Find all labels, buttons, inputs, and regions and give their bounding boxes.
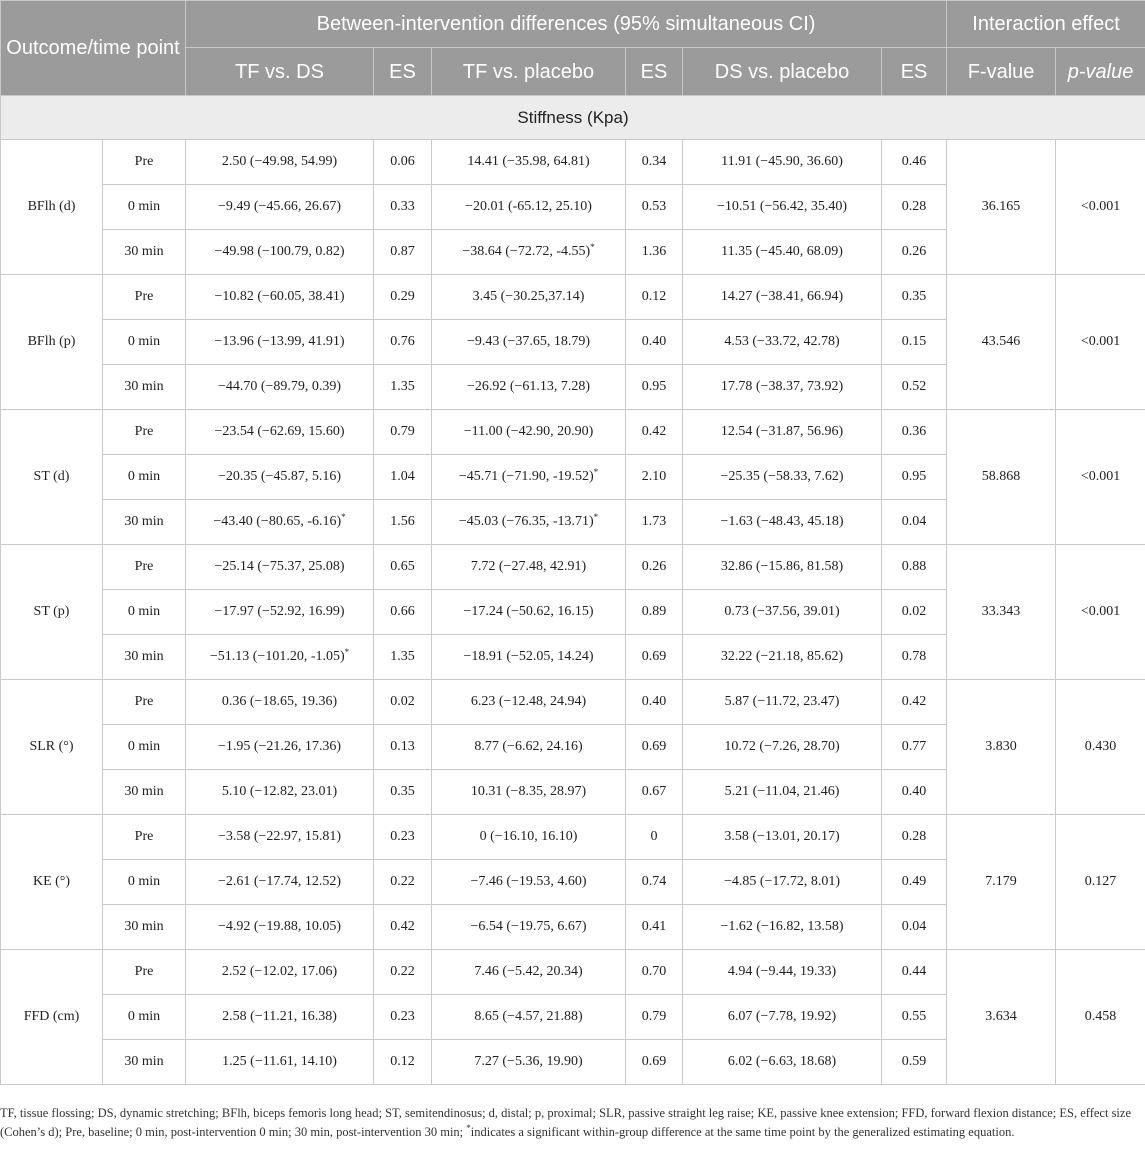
time-point-cell: Pre [103, 140, 186, 185]
es-cell: 0.95 [882, 455, 947, 500]
tf-vs-placebo-cell: −45.71 (−71.90, -19.52)* [432, 455, 626, 500]
tf-vs-ds-cell: −17.97 (−52.92, 16.99) [186, 590, 374, 635]
tf-vs-ds-cell: −1.95 (−21.26, 17.36) [186, 725, 374, 770]
time-point-cell: Pre [103, 680, 186, 725]
section-row [1, 96, 1145, 140]
es-cell: 0.74 [626, 860, 683, 905]
ds-vs-placebo-cell: 5.21 (−11.04, 21.46) [683, 770, 882, 815]
es-cell: 1.73 [626, 500, 683, 545]
es-cell: 0.12 [374, 1040, 432, 1085]
time-point-cell: 0 min [103, 455, 186, 500]
tf-vs-ds-header: TF vs. DS [186, 48, 374, 96]
table-row [1, 140, 1145, 185]
es-cell: 0.59 [882, 1040, 947, 1085]
es-cell: 0.77 [882, 725, 947, 770]
es-cell: 0.06 [374, 140, 432, 185]
time-point-cell: 30 min [103, 635, 186, 680]
table-body [1, 96, 1145, 1085]
tf-vs-ds-cell: −49.98 (−100.79, 0.82) [186, 230, 374, 275]
time-point-cell: 0 min [103, 860, 186, 905]
tf-vs-ds-cell: −2.61 (−17.74, 12.52) [186, 860, 374, 905]
tf-vs-ds-cell: −44.70 (−89.79, 0.39) [186, 365, 374, 410]
tf-vs-placebo-cell: 7.72 (−27.48, 42.91) [432, 545, 626, 590]
outcome-cell: BFlh (p) [1, 275, 103, 410]
es-cell: 0.23 [374, 995, 432, 1040]
es-cell: 0.49 [882, 860, 947, 905]
es-cell: 0.28 [882, 815, 947, 860]
time-point-cell: Pre [103, 950, 186, 995]
es-cell: 0.22 [374, 950, 432, 995]
es-cell: 0.13 [374, 725, 432, 770]
f-value-cell: 33.343 [947, 545, 1056, 680]
tf-vs-placebo-header: TF vs. placebo [432, 48, 626, 96]
es-cell: 0.88 [882, 545, 947, 590]
es-header: ES [374, 48, 432, 96]
tf-vs-placebo-cell: 7.27 (−5.36, 19.90) [432, 1040, 626, 1085]
es-cell: 0.69 [626, 725, 683, 770]
ds-vs-placebo-cell: −4.85 (−17.72, 8.01) [683, 860, 882, 905]
es-cell: 0.34 [626, 140, 683, 185]
tf-vs-ds-cell: 2.50 (−49.98, 54.99) [186, 140, 374, 185]
tf-vs-placebo-cell: 7.46 (−5.42, 20.34) [432, 950, 626, 995]
time-point-cell: 30 min [103, 905, 186, 950]
ds-vs-placebo-cell: 11.35 (−45.40, 68.09) [683, 230, 882, 275]
tf-vs-ds-cell: −25.14 (−75.37, 25.08) [186, 545, 374, 590]
es-cell: 0.65 [374, 545, 432, 590]
es-cell: 0.36 [882, 410, 947, 455]
es-cell: 0.46 [882, 140, 947, 185]
time-point-cell: Pre [103, 410, 186, 455]
es-cell: 0 [626, 815, 683, 860]
footnote-text: TF, tissue flossing; DS, dynamic stretching; BFlh, biceps femoris long head; ST, semitendinosus; d, distal; p, proximal; SLR, passive straight leg raise; KE, passive knee extension; FFD, forward flexion distance; ES, effect size (Cohen’s d); Pre, baseline; 0 min, post-intervention 0 min; 30 min, post-intervention 30 min; *indicates a significant within-group difference at the same time point by the generalized estimating equation. [0, 1106, 1132, 1139]
time-point-cell: Pre [103, 815, 186, 860]
ds-vs-placebo-cell: 10.72 (−7.26, 28.70) [683, 725, 882, 770]
f-value-cell: 36.165 [947, 140, 1056, 275]
ds-vs-placebo-header: DS vs. placebo [683, 48, 882, 96]
ds-vs-placebo-cell: 0.73 (−37.56, 39.01) [683, 590, 882, 635]
time-point-cell: 30 min [103, 500, 186, 545]
es-cell: 0.04 [882, 905, 947, 950]
outcome-cell: ST (d) [1, 410, 103, 545]
tf-vs-placebo-cell: 14.41 (−35.98, 64.81) [432, 140, 626, 185]
interaction-effect-header: Interaction effect [947, 1, 1145, 48]
significance-marker: * [344, 647, 350, 657]
es-cell: 1.56 [374, 500, 432, 545]
es-header: ES [626, 48, 683, 96]
tf-vs-ds-cell: 2.52 (−12.02, 17.06) [186, 950, 374, 995]
es-cell: 0.26 [626, 545, 683, 590]
f-value-header: F-value [947, 48, 1056, 96]
ds-vs-placebo-cell: −1.62 (−16.82, 13.58) [683, 905, 882, 950]
es-cell: 0.42 [882, 680, 947, 725]
ds-vs-placebo-cell: 12.54 (−31.87, 56.96) [683, 410, 882, 455]
es-cell: 0.41 [626, 905, 683, 950]
significance-marker: * [590, 242, 595, 252]
es-cell: 0.12 [626, 275, 683, 320]
ds-vs-placebo-cell: 4.53 (−33.72, 42.78) [683, 320, 882, 365]
ds-vs-placebo-cell: −25.35 (−58.33, 7.62) [683, 455, 882, 500]
es-cell: 0.66 [374, 590, 432, 635]
tf-vs-placebo-cell: −11.00 (−42.90, 20.90) [432, 410, 626, 455]
significance-marker: * [341, 512, 346, 522]
es-cell: 2.10 [626, 455, 683, 500]
tf-vs-ds-cell: −3.58 (−22.97, 15.81) [186, 815, 374, 860]
table-row [1, 410, 1145, 455]
p-value-cell: <0.001 [1056, 140, 1145, 275]
es-cell: 0.26 [882, 230, 947, 275]
tf-vs-placebo-cell: 8.65 (−4.57, 21.88) [432, 995, 626, 1040]
ds-vs-placebo-cell: 3.58 (−13.01, 20.17) [683, 815, 882, 860]
tf-vs-placebo-cell: −9.43 (−37.65, 18.79) [432, 320, 626, 365]
tf-vs-placebo-cell: 10.31 (−8.35, 28.97) [432, 770, 626, 815]
time-point-cell: 0 min [103, 185, 186, 230]
tf-vs-placebo-cell: −6.54 (−19.75, 6.67) [432, 905, 626, 950]
f-value-cell: 3.830 [947, 680, 1056, 815]
ds-vs-placebo-cell: 6.02 (−6.63, 18.68) [683, 1040, 882, 1085]
f-value-cell: 3.634 [947, 950, 1056, 1085]
p-value-cell: <0.001 [1056, 275, 1145, 410]
table-footnote [0, 1104, 1138, 1142]
outcome-cell: SLR (°) [1, 680, 103, 815]
tf-vs-ds-cell: −43.40 (−80.65, -6.16)* [186, 500, 374, 545]
es-cell: 0.40 [882, 770, 947, 815]
f-value-cell: 7.179 [947, 815, 1056, 950]
es-cell: 0.35 [882, 275, 947, 320]
time-point-cell: 30 min [103, 365, 186, 410]
tf-vs-placebo-cell: −45.03 (−76.35, -13.71)* [432, 500, 626, 545]
tf-vs-ds-cell: 2.58 (−11.21, 16.38) [186, 995, 374, 1040]
significance-marker: * [593, 467, 599, 477]
es-cell: 0.44 [882, 950, 947, 995]
es-cell: 0.70 [626, 950, 683, 995]
table-row [1, 815, 1145, 860]
between-intervention-header: Between-intervention differences (95% simultaneous CI) [186, 1, 947, 48]
p-value-cell: <0.001 [1056, 545, 1145, 680]
ds-vs-placebo-cell: 32.86 (−15.86, 81.58) [683, 545, 882, 590]
es-cell: 1.36 [626, 230, 683, 275]
tf-vs-placebo-cell: −7.46 (−19.53, 4.60) [432, 860, 626, 905]
es-cell: 0.33 [374, 185, 432, 230]
ds-vs-placebo-cell: −10.51 (−56.42, 35.40) [683, 185, 882, 230]
tf-vs-placebo-cell: −38.64 (−72.72, -4.55)* [432, 230, 626, 275]
tf-vs-placebo-cell: −20.01 (-65.12, 25.10) [432, 185, 626, 230]
f-value-cell: 43.546 [947, 275, 1056, 410]
es-cell: 0.42 [374, 905, 432, 950]
tf-vs-ds-cell: −10.82 (−60.05, 38.41) [186, 275, 374, 320]
es-cell: 0.02 [882, 590, 947, 635]
time-point-cell: 0 min [103, 590, 186, 635]
es-cell: 0.79 [374, 410, 432, 455]
tf-vs-placebo-cell: 6.23 (−12.48, 24.94) [432, 680, 626, 725]
outcome-cell: FFD (cm) [1, 950, 103, 1085]
es-cell: 1.35 [374, 635, 432, 680]
es-cell: 1.35 [374, 365, 432, 410]
time-point-cell: 0 min [103, 320, 186, 365]
tf-vs-placebo-cell: 8.77 (−6.62, 24.16) [432, 725, 626, 770]
tf-vs-placebo-cell: −17.24 (−50.62, 16.15) [432, 590, 626, 635]
es-cell: 0.79 [626, 995, 683, 1040]
ds-vs-placebo-cell: −1.63 (−48.43, 45.18) [683, 500, 882, 545]
tf-vs-ds-cell: 1.25 (−11.61, 14.10) [186, 1040, 374, 1085]
es-cell: 0.78 [882, 635, 947, 680]
section-label: Stiffness (Kpa) [1, 96, 1145, 140]
ds-vs-placebo-cell: 14.27 (−38.41, 66.94) [683, 275, 882, 320]
time-point-cell: 0 min [103, 725, 186, 770]
p-value-cell: 0.127 [1056, 815, 1145, 950]
ds-vs-placebo-cell: 11.91 (−45.90, 36.60) [683, 140, 882, 185]
time-point-cell: 30 min [103, 1040, 186, 1085]
es-cell: 0.04 [882, 500, 947, 545]
outcome-cell: ST (p) [1, 545, 103, 680]
time-point-cell: 30 min [103, 770, 186, 815]
es-header: ES [882, 48, 947, 96]
table-row [1, 545, 1145, 590]
es-cell: 0.89 [626, 590, 683, 635]
ds-vs-placebo-cell: 4.94 (−9.44, 19.33) [683, 950, 882, 995]
es-cell: 0.69 [626, 635, 683, 680]
es-cell: 0.40 [626, 320, 683, 365]
es-cell: 0.95 [626, 365, 683, 410]
tf-vs-ds-cell: −9.49 (−45.66, 26.67) [186, 185, 374, 230]
es-cell: 0.69 [626, 1040, 683, 1085]
tf-vs-ds-cell: 0.36 (−18.65, 19.36) [186, 680, 374, 725]
es-cell: 0.40 [626, 680, 683, 725]
time-point-cell: Pre [103, 275, 186, 320]
outcome-cell: BFlh (d) [1, 140, 103, 275]
significance-marker: * [593, 512, 599, 522]
p-value-cell: 0.430 [1056, 680, 1145, 815]
tf-vs-placebo-cell: 3.45 (−30.25,37.14) [432, 275, 626, 320]
es-cell: 0.23 [374, 815, 432, 860]
ds-vs-placebo-cell: 6.07 (−7.78, 19.92) [683, 995, 882, 1040]
outcome-cell: KE (°) [1, 815, 103, 950]
es-cell: 0.35 [374, 770, 432, 815]
f-value-cell: 58.868 [947, 410, 1056, 545]
tf-vs-ds-cell: 5.10 (−12.82, 23.01) [186, 770, 374, 815]
es-cell: 0.76 [374, 320, 432, 365]
es-cell: 1.04 [374, 455, 432, 500]
es-cell: 0.15 [882, 320, 947, 365]
es-cell: 0.53 [626, 185, 683, 230]
es-cell: 0.55 [882, 995, 947, 1040]
p-value-cell: <0.001 [1056, 410, 1145, 545]
ds-vs-placebo-cell: 32.22 (−21.18, 85.62) [683, 635, 882, 680]
es-cell: 0.28 [882, 185, 947, 230]
tf-vs-placebo-cell: −26.92 (−61.13, 7.28) [432, 365, 626, 410]
header-row-1 [1, 1, 1145, 48]
p-value-header: p-value [1056, 48, 1145, 96]
tf-vs-ds-cell: −23.54 (−62.69, 15.60) [186, 410, 374, 455]
tf-vs-ds-cell: −4.92 (−19.88, 10.05) [186, 905, 374, 950]
table-row [1, 680, 1145, 725]
es-cell: 0.67 [626, 770, 683, 815]
es-cell: 0.87 [374, 230, 432, 275]
tf-vs-ds-cell: −51.13 (−101.20, -1.05)* [186, 635, 374, 680]
ds-vs-placebo-cell: 17.78 (−38.37, 73.92) [683, 365, 882, 410]
es-cell: 0.42 [626, 410, 683, 455]
time-point-cell: Pre [103, 545, 186, 590]
p-value-cell: 0.458 [1056, 950, 1145, 1085]
tf-vs-ds-cell: −20.35 (−45.87, 5.16) [186, 455, 374, 500]
time-point-cell: 0 min [103, 995, 186, 1040]
significance-marker: * [466, 1123, 471, 1133]
table-row [1, 950, 1145, 995]
table-row [1, 275, 1145, 320]
es-cell: 0.52 [882, 365, 947, 410]
tf-vs-ds-cell: −13.96 (−13.99, 41.91) [186, 320, 374, 365]
es-cell: 0.29 [374, 275, 432, 320]
tf-vs-placebo-cell: 0 (−16.10, 16.10) [432, 815, 626, 860]
time-point-cell: 30 min [103, 230, 186, 275]
tf-vs-placebo-cell: −18.91 (−52.05, 14.24) [432, 635, 626, 680]
ds-vs-placebo-cell: 5.87 (−11.72, 23.47) [683, 680, 882, 725]
es-cell: 0.22 [374, 860, 432, 905]
es-cell: 0.02 [374, 680, 432, 725]
outcome-header: Outcome/time point [1, 1, 186, 96]
